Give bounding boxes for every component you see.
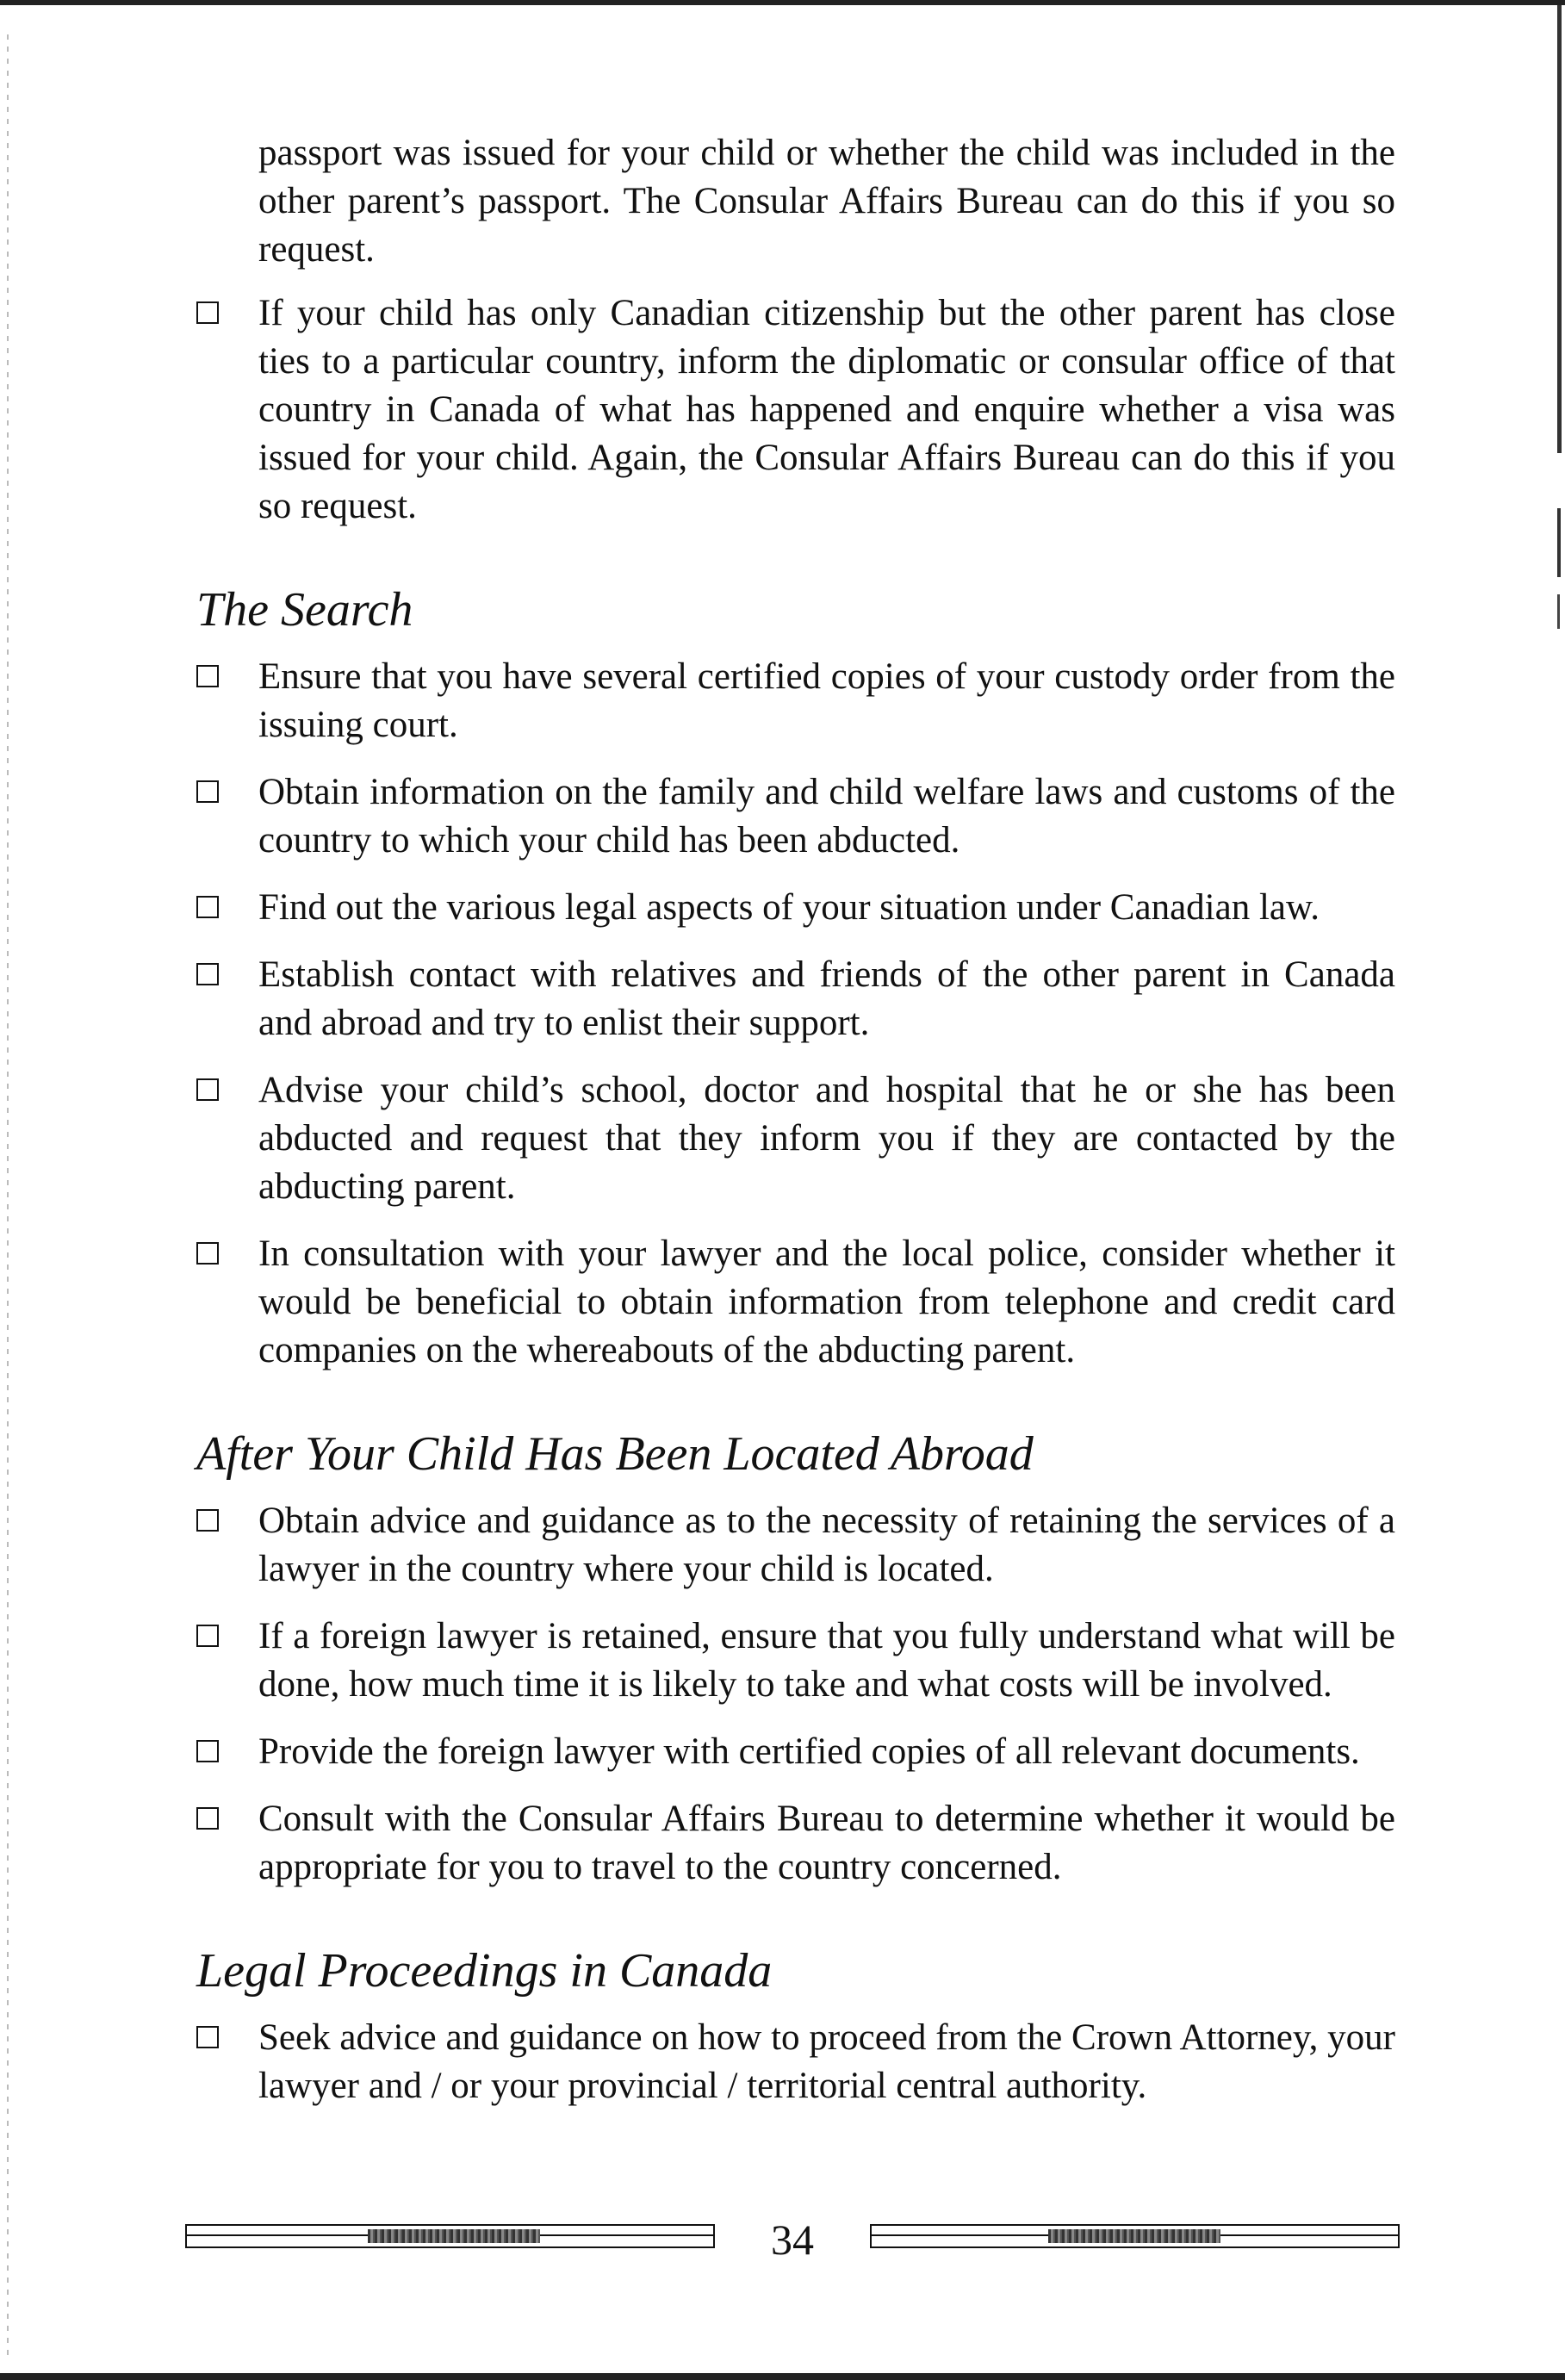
- checklist-item: [196, 2014, 1395, 2110]
- scan-edge-right-mark: [1557, 508, 1561, 577]
- intro-paragraph: passport was issued for your child or whether the child was included in the other parent’s passport. The Consular Affairs Bureau can do this if you so request.: [258, 133, 1395, 270]
- scan-edge-right-mark: [1557, 594, 1560, 629]
- checkbox-icon: [196, 1242, 219, 1265]
- checklist-item-text: Obtain advice and guidance as to the necessity of retaining the services of a lawyer in the country where your child is located.: [258, 1501, 1395, 1589]
- checklist-item: [196, 653, 1395, 749]
- footer-rule-band: [368, 2229, 540, 2243]
- checkbox-icon: [196, 1740, 219, 1762]
- checkbox-icon: [196, 896, 219, 918]
- checklist-item-text: Find out the various legal aspects of your situation under Canadian law.: [258, 887, 1320, 928]
- checkbox-icon: [196, 2026, 219, 2048]
- checklist-item-text: Consult with the Consular Affairs Bureau to determine whether it would be appropriate for you to travel to the country concerned.: [258, 1799, 1395, 1887]
- page-content: [196, 129, 1395, 2129]
- checklist-item-text: Advise your child’s school, doctor and hospital that he or she has been abducted and request that they inform you if they are contacted by the abducting parent.: [258, 1070, 1395, 1207]
- checkbox-icon: [196, 780, 219, 803]
- checkbox-icon: [196, 1509, 219, 1532]
- checklist-item-text: In consultation with your lawyer and the local police, consider whether it would be beneficial to obtain information from telephone and credit card companies on the whereabouts of the abducting parent.: [258, 1233, 1395, 1370]
- checklist-item: [196, 768, 1395, 865]
- checklist-item: [196, 1613, 1395, 1709]
- checklist-item: [196, 1795, 1395, 1892]
- checklist-item-text: Obtain information on the family and child welfare laws and customs of the country to which your child has been abducted.: [258, 772, 1395, 861]
- checkbox-icon: [196, 665, 219, 687]
- checklist-item: [196, 1728, 1395, 1776]
- checkbox-icon: [196, 1807, 219, 1830]
- checkbox-icon: [196, 963, 219, 985]
- section-heading: The Search: [196, 583, 413, 637]
- scan-edge-bottom: [0, 2373, 1565, 2380]
- page-number: 34: [771, 2215, 814, 2264]
- checklist-item-text: Establish contact with relatives and friends of the other parent in Canada and abroad and try to enlist their support.: [258, 954, 1395, 1043]
- checklist-item-text: If a foreign lawyer is retained, ensure that you fully understand what will be done, how much time it is likely to take and what costs will be involved.: [258, 1616, 1395, 1705]
- footer-rule-band: [1048, 2229, 1220, 2243]
- checkbox-icon: [196, 1625, 219, 1647]
- scan-edge-top: [0, 0, 1565, 5]
- page-footer: [185, 2214, 1400, 2265]
- checklist-item-text: Seek advice and guidance on how to proceed from the Crown Attorney, your lawyer and / or your provincial / territorial central authority.: [258, 2017, 1395, 2106]
- checkbox-icon: [196, 301, 219, 324]
- footer-rule-left: [185, 2224, 715, 2248]
- checklist-item: [196, 1230, 1395, 1375]
- checklist-item-text: Provide the foreign lawyer with certified copies of all relevant documents.: [258, 1731, 1360, 1772]
- checklist-item-text: Ensure that you have several certified copies of your custody order from the issuing court.: [258, 656, 1395, 745]
- section-heading: After Your Child Has Been Located Abroad: [196, 1427, 1034, 1481]
- scan-edge-left: [7, 34, 9, 2360]
- checklist-item-text: If your child has only Canadian citizenship but the other parent has close ties to a particular country, inform the diplomatic or consular office of that country in Canada of what has happened and enquire whether a visa was issued for your child. Again, the Consular Affairs Bureau can do this if you so request.: [258, 293, 1395, 526]
- checklist-item: [196, 1066, 1395, 1211]
- scan-edge-right: [1557, 5, 1562, 453]
- checklist-item: [196, 951, 1395, 1047]
- checklist-item: [196, 1497, 1395, 1594]
- checklist-item: [196, 289, 1395, 531]
- checklist-item: [196, 884, 1395, 932]
- checkbox-icon: [196, 1078, 219, 1101]
- section-heading: Legal Proceedings in Canada: [196, 1944, 773, 1998]
- footer-rule-right: [870, 2224, 1400, 2248]
